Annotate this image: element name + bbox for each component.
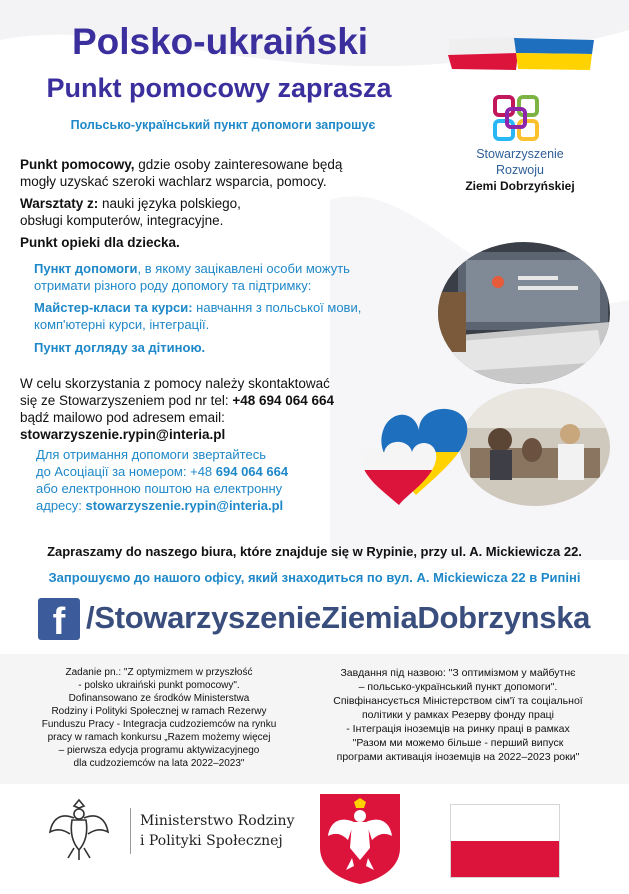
- invite-polish: Zapraszamy do naszego biura, które znajduje się w Rypinie, przy ul. A. Mickiewicza 22.: [47, 544, 582, 559]
- service-item: Майстер-класи та курси: навчання з польської мови, комп'ютерні курси, інтеграції.: [34, 300, 362, 332]
- heart-flags-icon: [344, 400, 484, 520]
- facebook-handle-link[interactable]: /StowarzyszenieZiemiaDobrzynska: [86, 600, 591, 635]
- facebook-icon[interactable]: f: [38, 598, 80, 640]
- association-logo-icon: [492, 94, 540, 142]
- funding-note-ukrainian: Завдання під назвою: "З оптимізмом у майбутнє – польсько-український пункт допомоги". Співфінансується Міністерством сім'ї та соціальної політики у рамках Резерву фонду праці - Інтеграція іноземців на ринку праці в рамках "Разом ми можемо більше - перший випуск програми активація іноземців на 2022–2023 роки": [333, 667, 583, 763]
- phone-number[interactable]: 694 064 664: [215, 464, 289, 479]
- page-title: Polsko-ukraiński: [71, 21, 369, 62]
- eagle-icon: [46, 792, 112, 864]
- poland-flag-icon: [450, 804, 560, 878]
- laptop-photo: [438, 242, 610, 384]
- ministry-divider: [130, 808, 131, 854]
- services-polish: [20, 156, 440, 251]
- funding-note-polish: Zadanie pn.: "Z optymizmem w przyszłość - polsko ukraiński punkt pomocowy". Dofinansowano ze środków Ministerstwa Rodziny i Polityki Społecznej w ramach Rezerwy Funduszu Pracy - Integracja cudzoziemców na rynku pracy w ramach konkursu „Razem możemy więcej – pierwsza edycja programu aktywizacyjnego dla cudzoziemców na lata 2022–2023": [41, 667, 277, 769]
- page-subtitle: Punkt pomocowy zaprasza: [46, 73, 392, 103]
- association-name: Stowarzyszenie Rozwoju Ziemi Dobrzyńskiej: [465, 147, 575, 193]
- ministry-name: Ministerstwo Rodziny i Polityki Społecznej: [140, 813, 295, 849]
- phone-number[interactable]: +48 694 064 664: [232, 393, 335, 408]
- invite-ukrainian: Запрошуємо до нашого офісу, який знаходиться по вул. A. Mickiewicza 22 в Рипіні: [48, 570, 581, 585]
- service-item: Пункт догляду за дітиною.: [34, 340, 206, 355]
- service-item: Punkt opieki dla dziecka.: [20, 235, 180, 250]
- service-item: Punkt pomocowy, gdzie osoby zainteresowane będą mogły uzyskać szeroki wachlarz wsparcia, pomocy.: [20, 157, 343, 189]
- services-ukrainian: [34, 260, 434, 356]
- subtitle-ukrainian: Польсько-український пункт допомоги запрошує: [70, 118, 376, 132]
- service-item: Warsztaty z: nauki języka polskiego, obsługi komputerów, integracyjne.: [20, 196, 241, 228]
- service-item: Пункт допомоги, в якому зацікавлені особи можуть отримати різного роду допомогу та підтримку:: [34, 261, 350, 293]
- contact-polish: W celu skorzystania z pomocy należy skontaktować się ze Stowarzyszeniem pod nr tel: +48 694 064 664 bądź mailowo pod adresem email: stowarzyszenie.rypin@interia.pl: [20, 376, 335, 442]
- email-address[interactable]: stowarzyszenie.rypin@interia.pl: [20, 427, 226, 442]
- contact-ukrainian: Для отримання допомоги звертайтесь до Асоціації за номером: +48 694 064 664 або електронною поштою на електронну адресу: stowarzyszenie.rypin@interia.pl: [36, 447, 289, 513]
- poland-ukraine-flag-icon: [446, 36, 596, 72]
- email-address[interactable]: stowarzyszenie.rypin@interia.pl: [85, 498, 284, 513]
- coat-of-arms-icon: [318, 792, 402, 886]
